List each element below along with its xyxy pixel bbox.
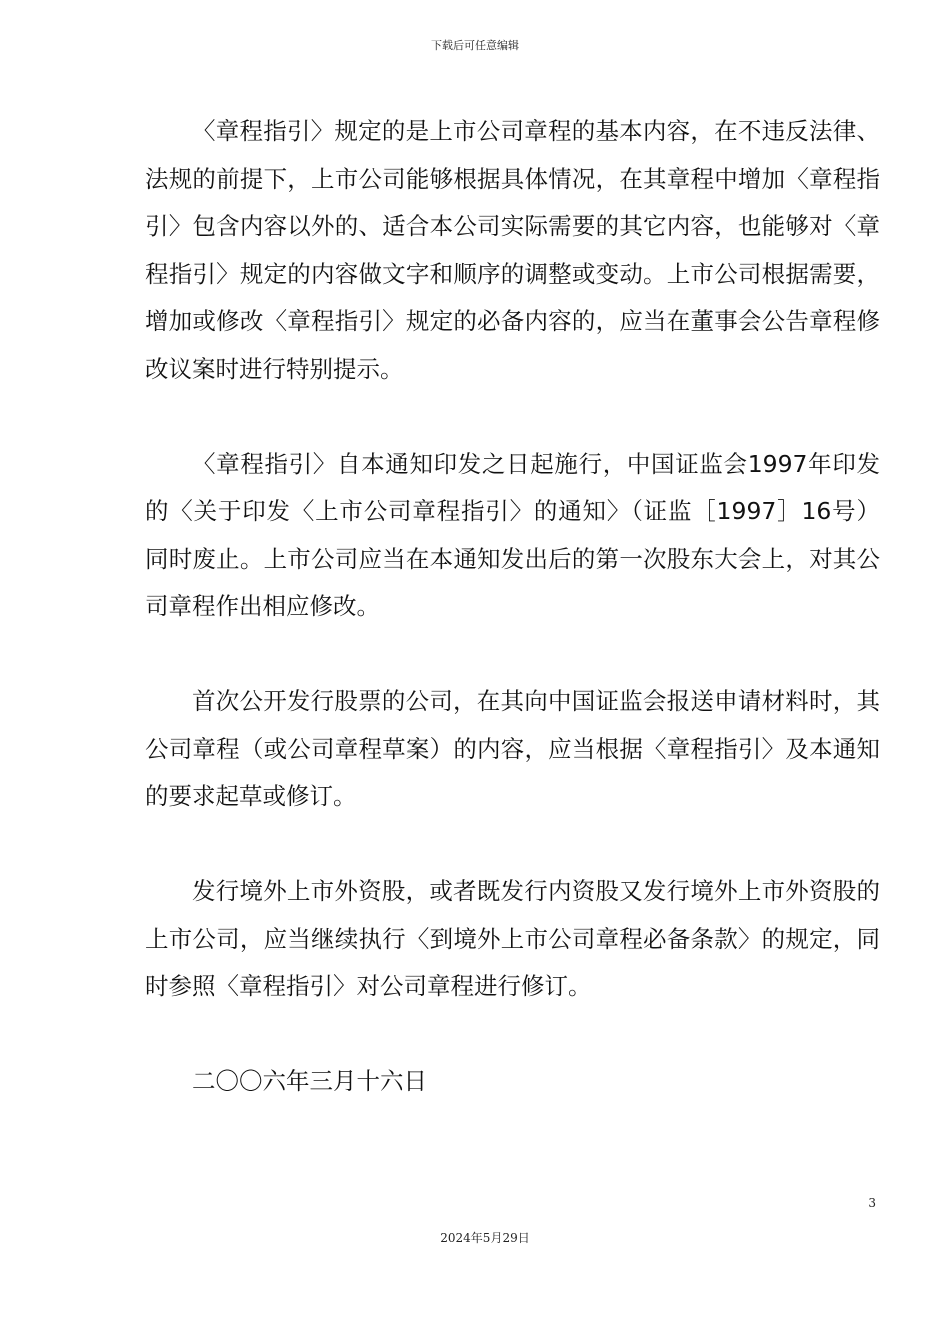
paragraph-spacer [145,393,880,441]
paragraph-spacer [145,631,880,679]
document-body [145,108,880,1106]
paragraph-overseas-listed-shares: 发行境外上市外资股，或者既发行内资股又发行境外上市外资股的上市公司，应当继续执行〈到境外上市公司章程必备条款〉的规定，同时参照〈章程指引〉对公司章程进行修订。 [145,877,880,1000]
page-footer-date: 2024年5月29日 [440,1231,530,1245]
paragraph-articles-guidelines-content: 〈章程指引〉规定的是上市公司章程的基本内容，在不违反法律、法规的前提下，上市公司能够根据具体情况，在其章程中增加〈章程指引〉包含内容以外的、适合本公司实际需要的其它内容，也能够对〈章程指引〉规定的内容做文字和顺序的调整或变动。上市公司根据需要，增加或修改〈章程指引〉规定的必备内容的，应当在董事会公告章程修改议案时进行特别提示。 [145,117,880,383]
page-number: 3 [868,1196,876,1210]
paragraph-ipo-companies: 首次公开发行股票的公司，在其向中国证监会报送申请材料时，其公司章程（或公司章程草案）的内容，应当根据〈章程指引〉及本通知的要求起草或修订。 [145,687,880,810]
paragraph-spacer [145,1011,880,1059]
page-header: 下载后可任意编辑 [431,39,519,52]
paragraph-effective-date: 〈章程指引〉自本通知印发之日起施行，中国证监会1997年印发的〈关于印发〈上市公司章程指引〉的通知〉（证监［1997］16号）同时废止。上市公司应当在本通知发出后的第一次股东大会上，对其公司章程作出相应修改。 [145,449,880,620]
document-date: 二〇〇六年三月十六日 [192,1067,427,1095]
paragraph-spacer [145,821,880,869]
